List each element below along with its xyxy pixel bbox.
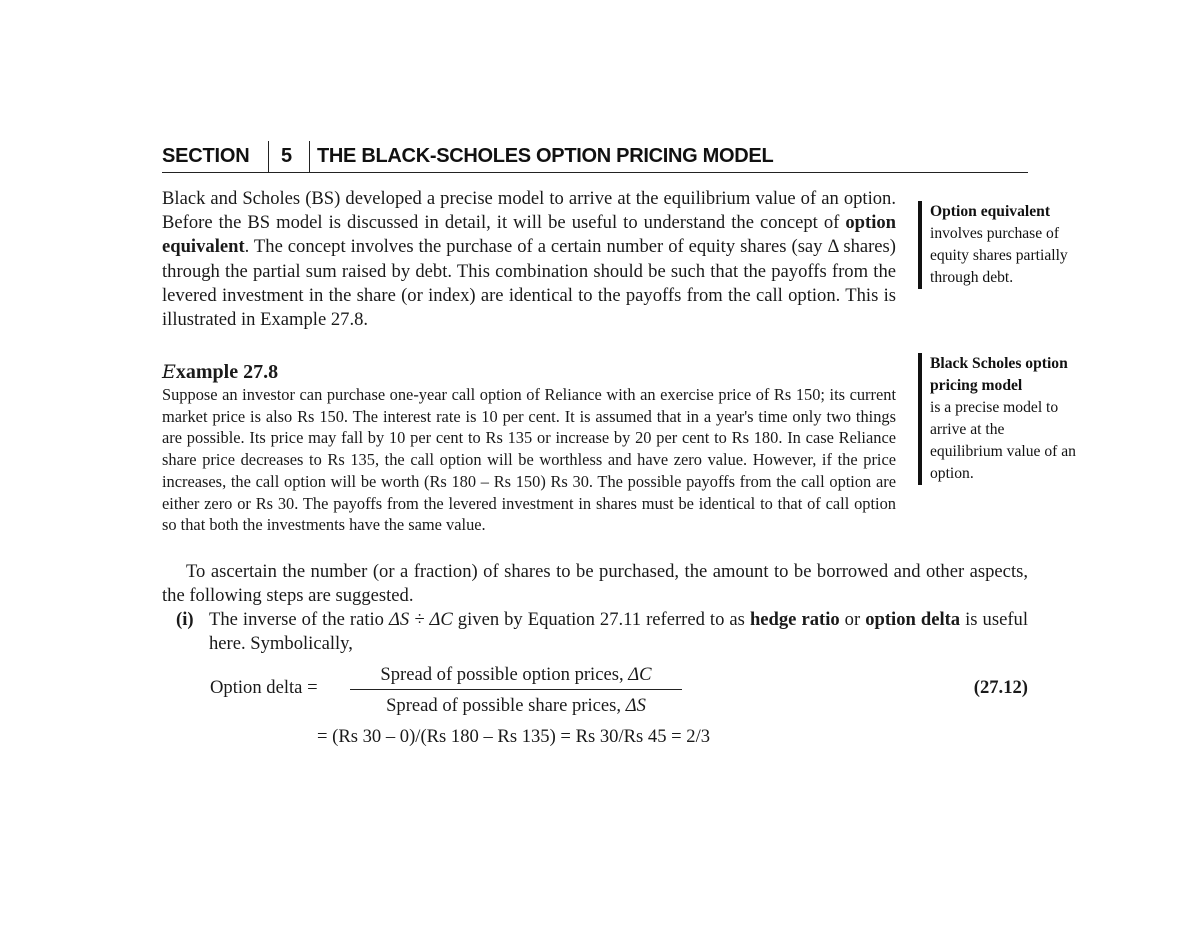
step-ratio-symbol: ΔS ÷ ΔC	[389, 609, 453, 630]
formula-result: = (Rs 30 – 0)/(Rs 180 – Rs 135) = Rs 30/Rs 45 = 2/3	[317, 726, 711, 747]
intro-text-2: . The concept involves the purchase of a certain number of equity shares (say Δ shares) through the partial sum raised by debt. This combination should be such that the payoffs from the levered investment in the share (or index) are identical to the payoffs from the call option. This is illustrated in Example 27.8.	[162, 236, 896, 331]
formula-block	[210, 662, 1028, 722]
sidenote-option-equivalent	[918, 201, 1080, 289]
step-text-c: or	[839, 609, 866, 630]
step-item	[162, 608, 1028, 656]
option-delta-term: option delta	[865, 609, 961, 630]
step-number: (i)	[176, 609, 194, 630]
section-number: 5	[281, 145, 293, 167]
sidenote-title: Black Scholes option pricing model	[930, 355, 1068, 394]
example-heading	[162, 360, 278, 384]
formula-denominator: Spread of possible share prices, ΔS	[386, 695, 646, 716]
sidenote-text: is a precise model to arrive at the equilibrium value of an option.	[930, 399, 1076, 482]
sidenote-text: involves purchase of equity shares partially through debt.	[930, 225, 1068, 286]
intro-text-1: Black and Scholes (BS) developed a precise model to arrive at the equilibrium value of an option. Before the BS model is discussed in detail, it will be useful to understand the concept of	[162, 188, 896, 234]
example-body: Suppose an investor can purchase one-year call option of Reliance with an exercise price of Rs 150; its current market price is also Rs 150. The interest rate is 10 per cent. It is assumed that in a year's time only two things are possible. Its price may fall by 10 per cent to Rs 135 or increase by 20 per cent to Rs 180. In case Reliance share price decreases to Rs 135, the call option will be worthless and have zero value. However, if the price increases, the call option will be worth (Rs 180 – Rs 150) Rs 30. The possible payoffs from the call option are either zero or Rs 30. The payoffs from the levered investment in shares must be identical to that of call option so that both the investments have the same value.	[162, 385, 896, 535]
fraction-bar	[350, 689, 682, 690]
continuation-paragraph	[162, 560, 1028, 608]
sidenote-title: Option equivalent	[930, 203, 1051, 220]
intro-paragraph	[162, 187, 896, 332]
formula-fraction	[350, 662, 682, 719]
formula-numerator: Spread of possible option prices, ΔC	[380, 664, 652, 685]
section-title: THE BLACK-SCHOLES OPTION PRICING MODEL	[317, 145, 774, 167]
step-text-b: given by Equation 27.11 referred to as	[452, 609, 750, 630]
sidenote-black-scholes	[918, 353, 1080, 485]
section-header	[162, 141, 1028, 173]
step-text	[209, 608, 1028, 656]
section-label: SECTION	[162, 145, 250, 167]
denominator-symbol: ΔS	[625, 695, 646, 716]
continuation-text: To ascertain the number (or a fraction) of shares to be purchased, the amount to be borrowed and other aspects, the following steps are suggested.	[162, 561, 1028, 607]
step-text-d: is useful here. Symbolically,	[209, 609, 1029, 655]
formula-label: Option delta =	[210, 677, 318, 698]
step-text-a: The inverse of the ratio	[209, 609, 389, 630]
example-initial: E	[162, 361, 176, 383]
intro-bold-term: option equivalent	[162, 212, 896, 258]
hedge-ratio-term: hedge ratio	[749, 609, 840, 630]
numerator-symbol: ΔC	[628, 664, 652, 685]
equation-number: (27.12)	[973, 677, 1028, 698]
example-title: xample 27.8	[175, 361, 279, 383]
